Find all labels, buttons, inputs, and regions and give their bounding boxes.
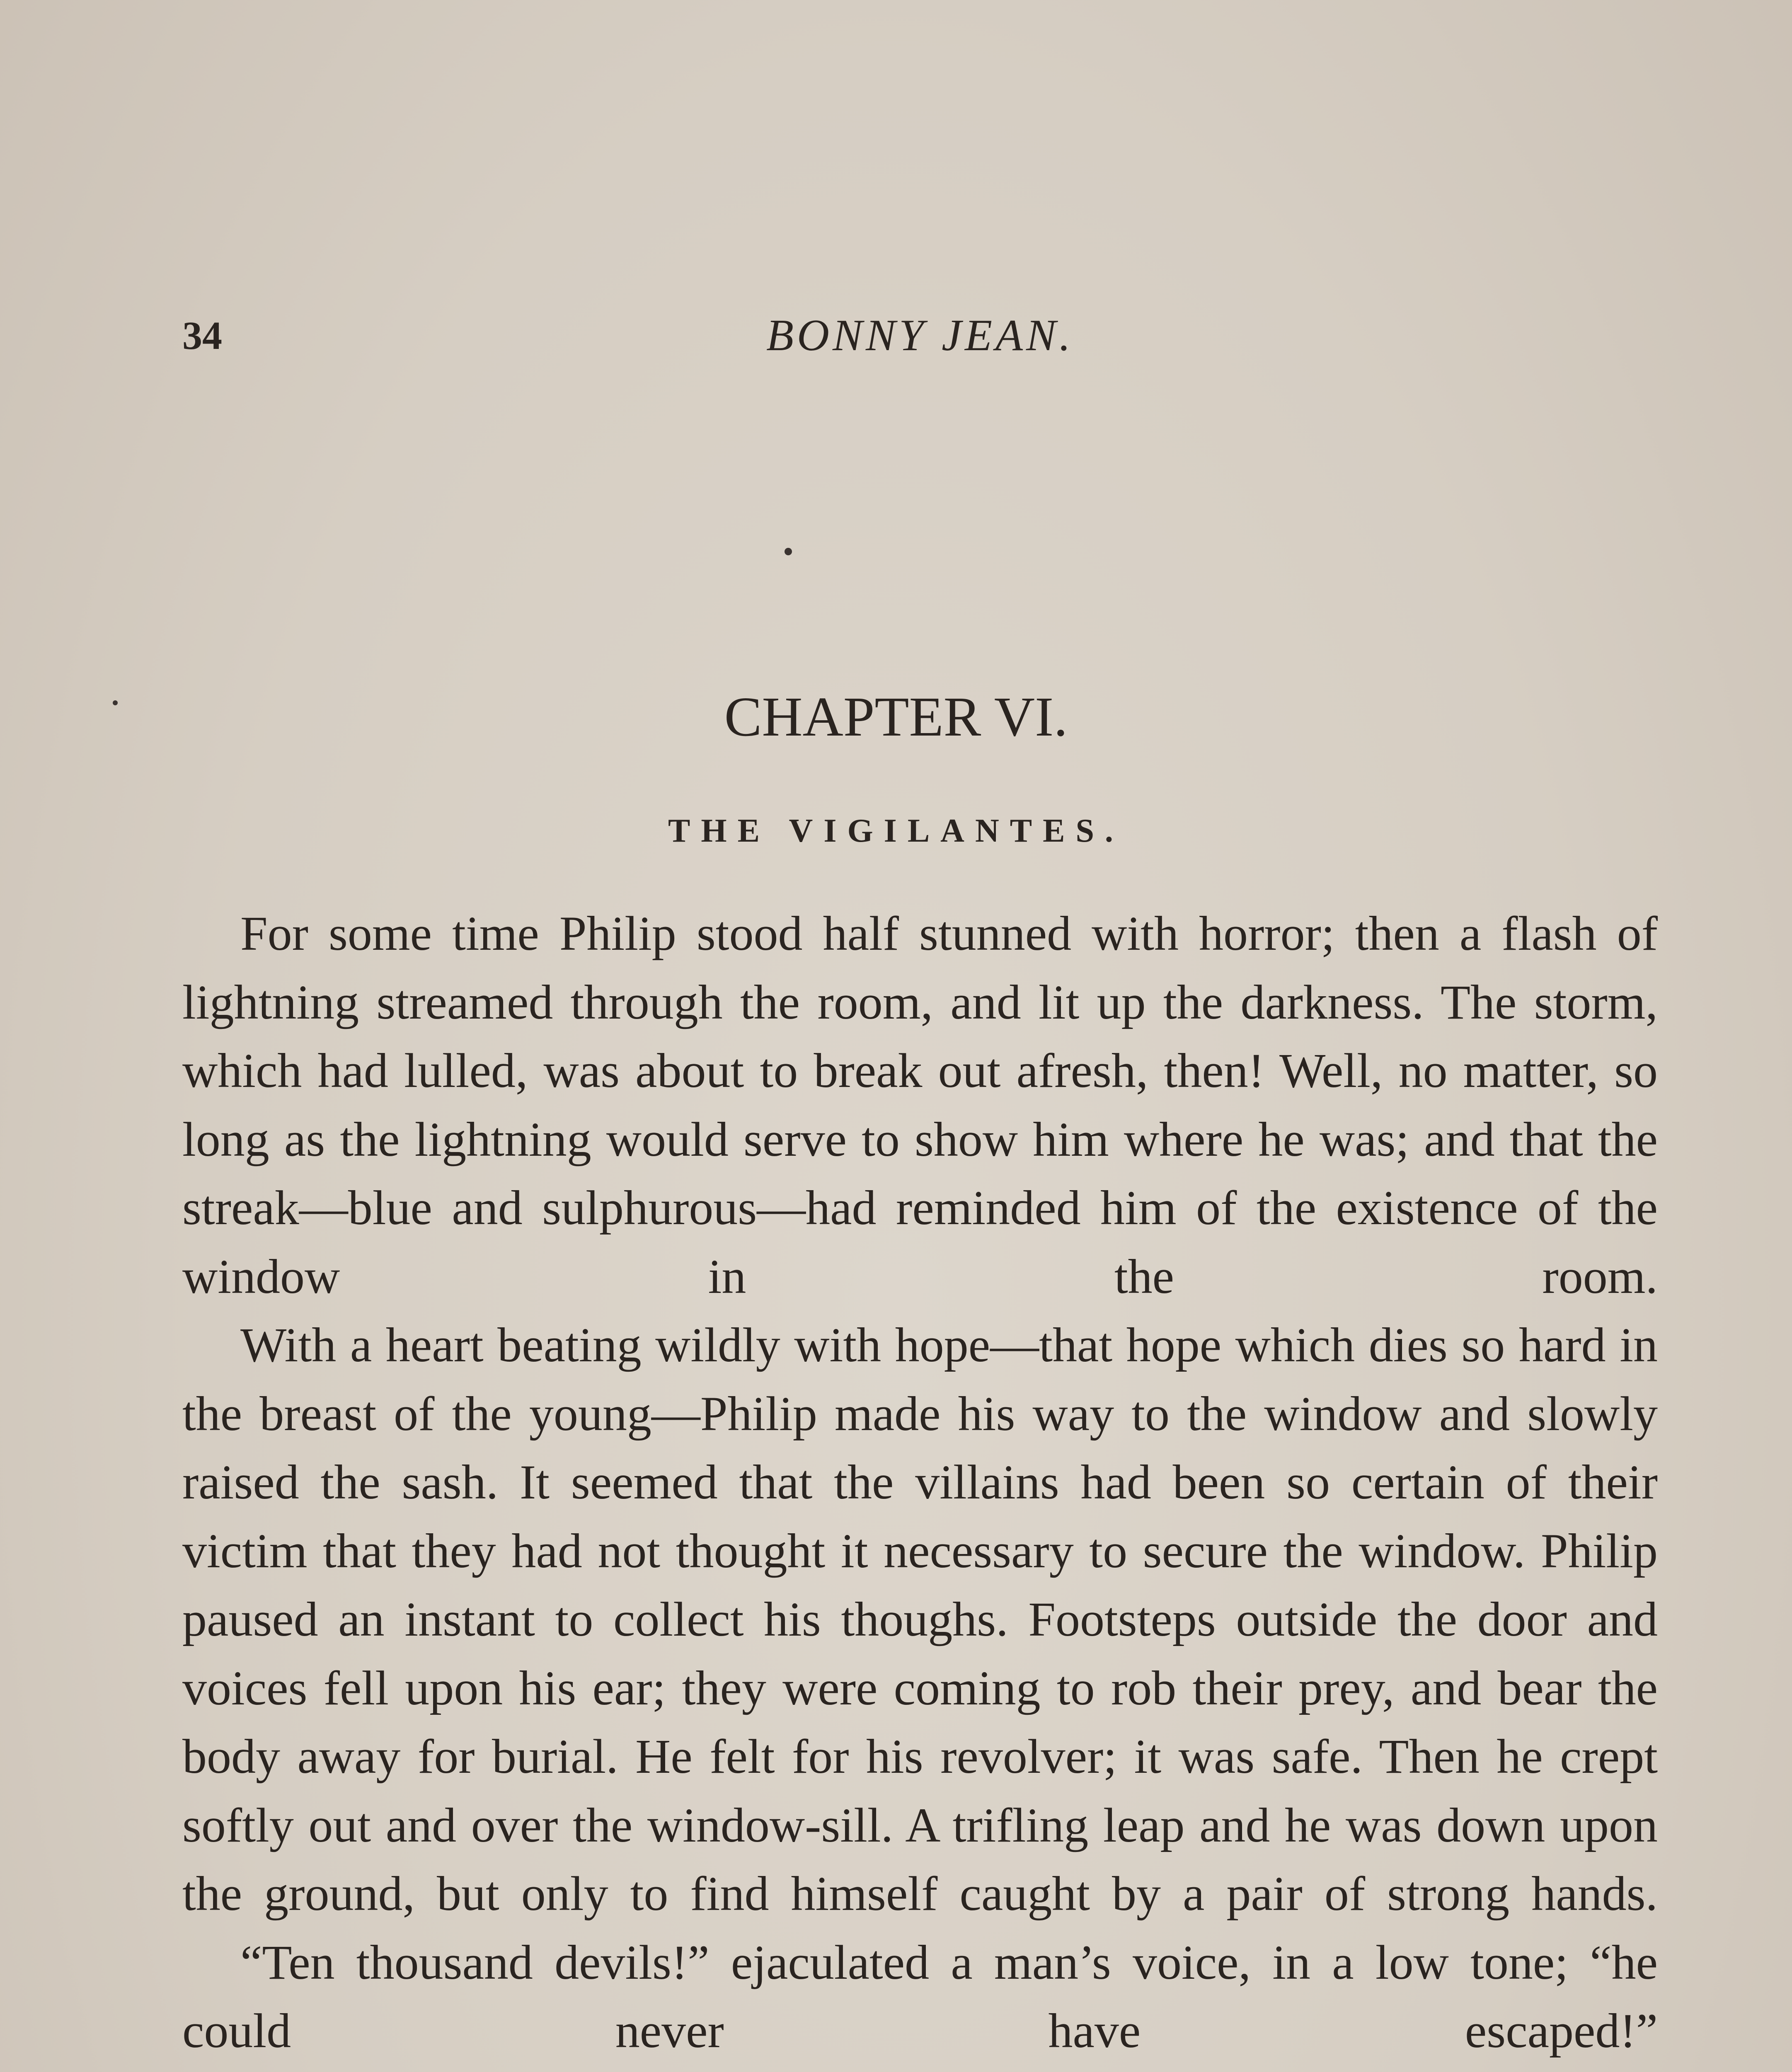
ink-speck bbox=[785, 548, 792, 555]
book-title: BONNY JEAN. bbox=[766, 311, 1074, 360]
page-number: 34 bbox=[182, 313, 222, 358]
chapter-subtitle: THE VIGILANTES. bbox=[668, 813, 1124, 849]
body-text bbox=[182, 899, 1658, 2072]
paragraph: For some time Philip stood half stunned with horror; then a flash of lightning streamed through the room, and lit up the darkness. The storm, which had lulled, was about to break out afresh, then! Well, no matter, so long as the lightning would serve to show him where he was; and that the streak—blue and sulphurous—had reminded him of the existence of the window in the room. bbox=[182, 906, 1658, 1304]
paragraph bbox=[182, 2065, 1658, 2072]
running-head bbox=[182, 307, 1658, 365]
paragraph: “Ten thousand devils!” ejaculated a man’s voice, in a low tone; “he could never have escaped!” bbox=[182, 1935, 1658, 2058]
paragraph: With a heart beating wildly with hope—that hope which dies so hard in the breast of the young—Philip made his way to the window and slowly raised the sash. It seemed that the villains had been so certain of their victim that they had not thought it necessary to secure the window. Philip paused an instant to collect his thoughs. Footsteps outside the door and voices fell upon his ear; they were coming to rob their prey, and bear the body away for burial. He felt for his revolver; it was safe. Then he crept softly out and over the window-sill. A trifling leap and he was down upon the ground, but only to find himself caught by a pair of strong hands. bbox=[182, 1318, 1658, 1921]
chapter-heading: CHAPTER VI. bbox=[724, 686, 1068, 748]
